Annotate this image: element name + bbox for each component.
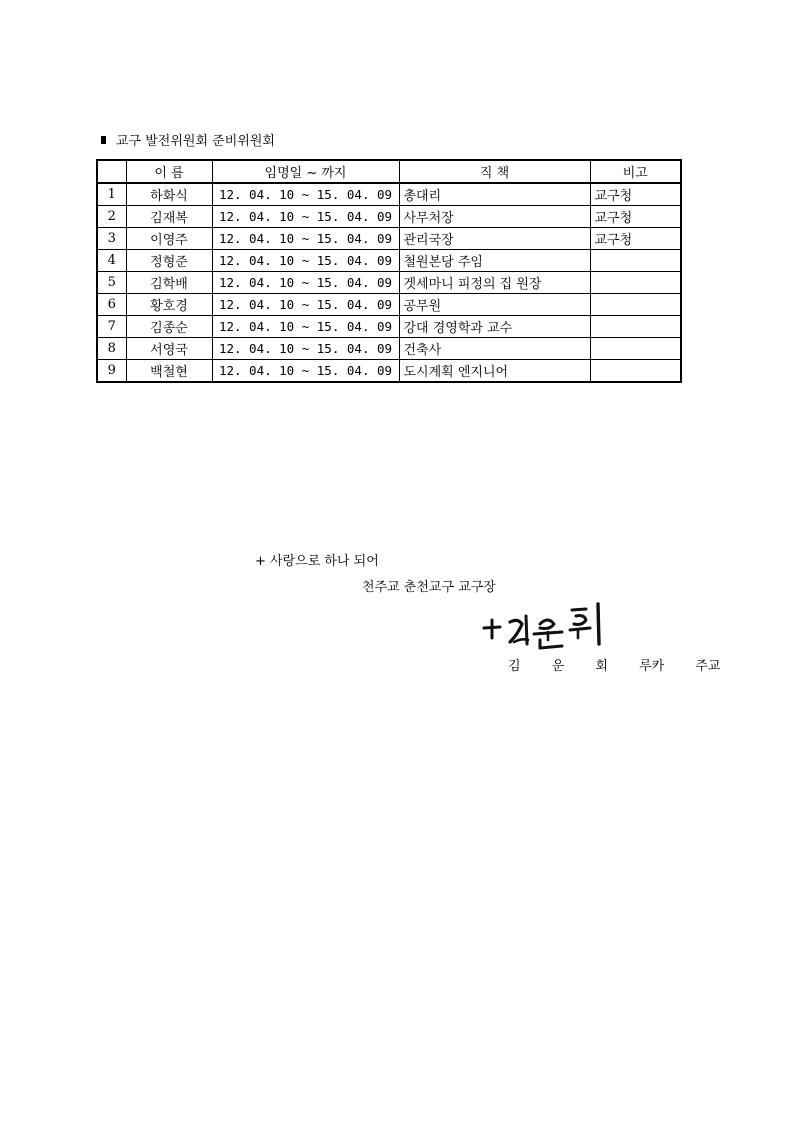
cell-term: 12. 04. 10 ~ 15. 04. 09	[212, 228, 399, 250]
cell-term: 12. 04. 10 ~ 15. 04. 09	[212, 250, 399, 272]
bullet-icon	[101, 136, 106, 144]
cell-note	[590, 338, 681, 360]
cell-role: 강대 경영학과 교수	[399, 316, 590, 338]
cell-no: 4	[97, 250, 126, 272]
closing-phrase: + 사랑으로 하나 되어	[255, 554, 379, 569]
cell-note: 교구청	[590, 206, 681, 228]
cell-name: 서영국	[126, 338, 212, 360]
cell-role: 도시계획 엔지니어	[399, 360, 590, 383]
cell-name: 하화식	[126, 183, 212, 206]
header-note: 비고	[590, 160, 681, 183]
cell-no: 1	[97, 183, 126, 206]
table-row	[97, 272, 681, 294]
table-row	[97, 338, 681, 360]
cell-note	[590, 272, 681, 294]
header-term: 임명일 ~ 까지	[212, 160, 399, 183]
table-row	[97, 316, 681, 338]
cell-no: 9	[97, 360, 126, 383]
cell-role: 겟세마니 피정의 집 원장	[399, 272, 590, 294]
section-heading	[101, 130, 275, 149]
cell-term: 12. 04. 10 ~ 15. 04. 09	[212, 360, 399, 383]
committee-table	[96, 159, 682, 383]
cell-no: 5	[97, 272, 126, 294]
cell-no: 2	[97, 206, 126, 228]
cell-no: 7	[97, 316, 126, 338]
heading-text: 교구 발전위원회 준비위원회	[116, 134, 275, 149]
table-row	[97, 228, 681, 250]
cell-term: 12. 04. 10 ~ 15. 04. 09	[212, 294, 399, 316]
cell-name: 김학배	[126, 272, 212, 294]
cell-term: 12. 04. 10 ~ 15. 04. 09	[212, 206, 399, 228]
cell-name: 이영주	[126, 228, 212, 250]
header-no	[97, 160, 126, 183]
cell-note	[590, 360, 681, 383]
cell-name: 정형준	[126, 250, 212, 272]
cell-role: 공무원	[399, 294, 590, 316]
cell-note	[590, 250, 681, 272]
table-row	[97, 360, 681, 383]
cell-name: 황호경	[126, 294, 212, 316]
cell-no: 6	[97, 294, 126, 316]
table-row	[97, 206, 681, 228]
header-role: 직 책	[399, 160, 590, 183]
cell-role: 사무처장	[399, 206, 590, 228]
cell-term: 12. 04. 10 ~ 15. 04. 09	[212, 316, 399, 338]
table-header-row	[97, 160, 681, 183]
cell-no: 8	[97, 338, 126, 360]
signer-char: 김	[508, 659, 521, 674]
cell-role: 총대리	[399, 183, 590, 206]
cell-term: 12. 04. 10 ~ 15. 04. 09	[212, 338, 399, 360]
cell-name: 백철현	[126, 360, 212, 383]
header-name: 이 름	[126, 160, 212, 183]
cell-name: 김재복	[126, 206, 212, 228]
sender-title: 천주교 춘천교구 교구장	[362, 580, 496, 595]
table-row	[97, 183, 681, 206]
signer-char: 운	[551, 659, 565, 674]
cell-note: 교구청	[590, 183, 681, 206]
handwritten-signature	[478, 598, 618, 658]
cell-role: 철원본당 주임	[399, 250, 590, 272]
cell-role: 건축사	[399, 338, 590, 360]
signer-name	[508, 655, 721, 674]
cell-name: 김종순	[126, 316, 212, 338]
cell-note	[590, 316, 681, 338]
cell-term: 12. 04. 10 ~ 15. 04. 09	[212, 183, 399, 206]
cell-note: 교구청	[590, 228, 681, 250]
table-row	[97, 294, 681, 316]
signer-char: 회	[595, 659, 608, 674]
table-row	[97, 250, 681, 272]
cell-note	[590, 294, 681, 316]
signer-title: 주교	[695, 659, 721, 674]
cell-term: 12. 04. 10 ~ 15. 04. 09	[212, 272, 399, 294]
signer-baptismal-name: 루카	[639, 659, 665, 674]
cell-no: 3	[97, 228, 126, 250]
cell-role: 관리국장	[399, 228, 590, 250]
